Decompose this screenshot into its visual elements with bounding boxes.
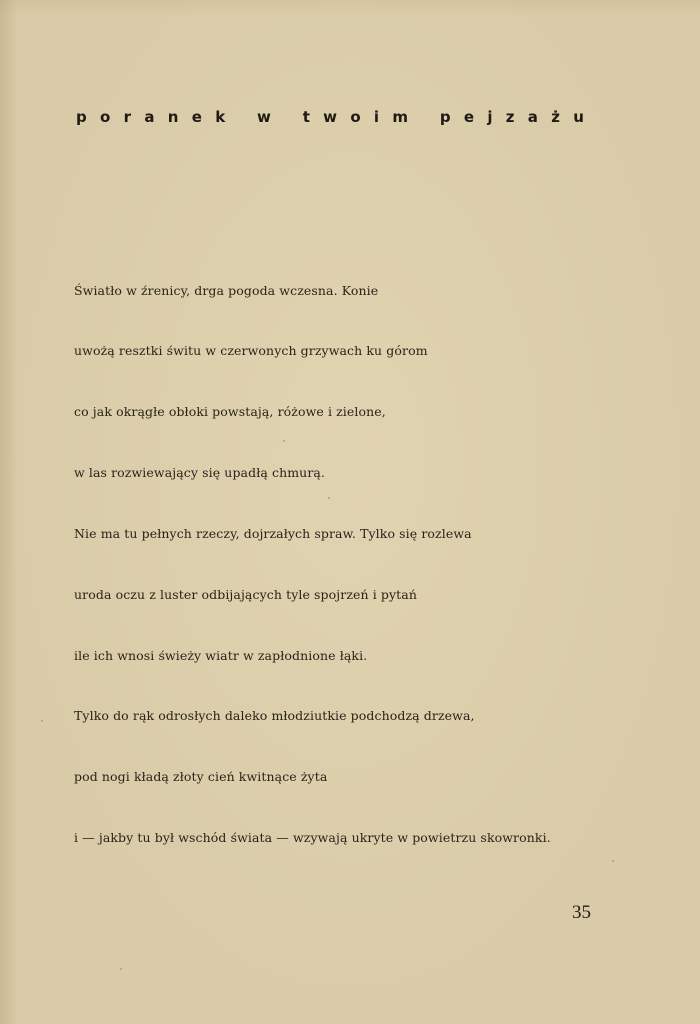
poem-line: ile ich wnosi świeży wiatr w zapłodnione łąki.	[74, 648, 368, 663]
poem-line: Nie ma tu pełnych rzeczy, dojrzałych spraw. Tylko się rozlewa	[74, 526, 472, 541]
paper-speck	[328, 497, 330, 499]
poem-line: pod nogi kładą złoty cień kwitnące żyta	[74, 769, 328, 784]
paper-speck	[120, 968, 122, 970]
poem-line: Tylko do rąk odrosłych daleko młodziutkie podchodzą drzewa,	[74, 708, 475, 723]
poem-line: co jak okrągłe obłoki powstają, różowe i zielone,	[74, 404, 386, 419]
paper-speck	[612, 860, 614, 862]
page-number: 35	[572, 902, 591, 923]
poem-title: poranek w twoim pejzażu	[76, 108, 598, 126]
poem-line: i — jakby tu był wschód świata — wzywają ukryte w powietrzu skowronki.	[74, 830, 551, 845]
poem-line: uwożą resztki świtu w czerwonych grzywach ku górom	[74, 343, 428, 358]
paper-speck	[283, 440, 285, 442]
paper-speck	[41, 720, 43, 722]
poem-line: uroda oczu z luster odbijających tyle spojrzeń i pytań	[74, 587, 417, 602]
poem-line: w las rozwiewający się upadłą chmurą.	[74, 465, 326, 480]
poem-line: Światło w źrenicy, drga pogoda wczesna. Konie	[74, 283, 379, 298]
